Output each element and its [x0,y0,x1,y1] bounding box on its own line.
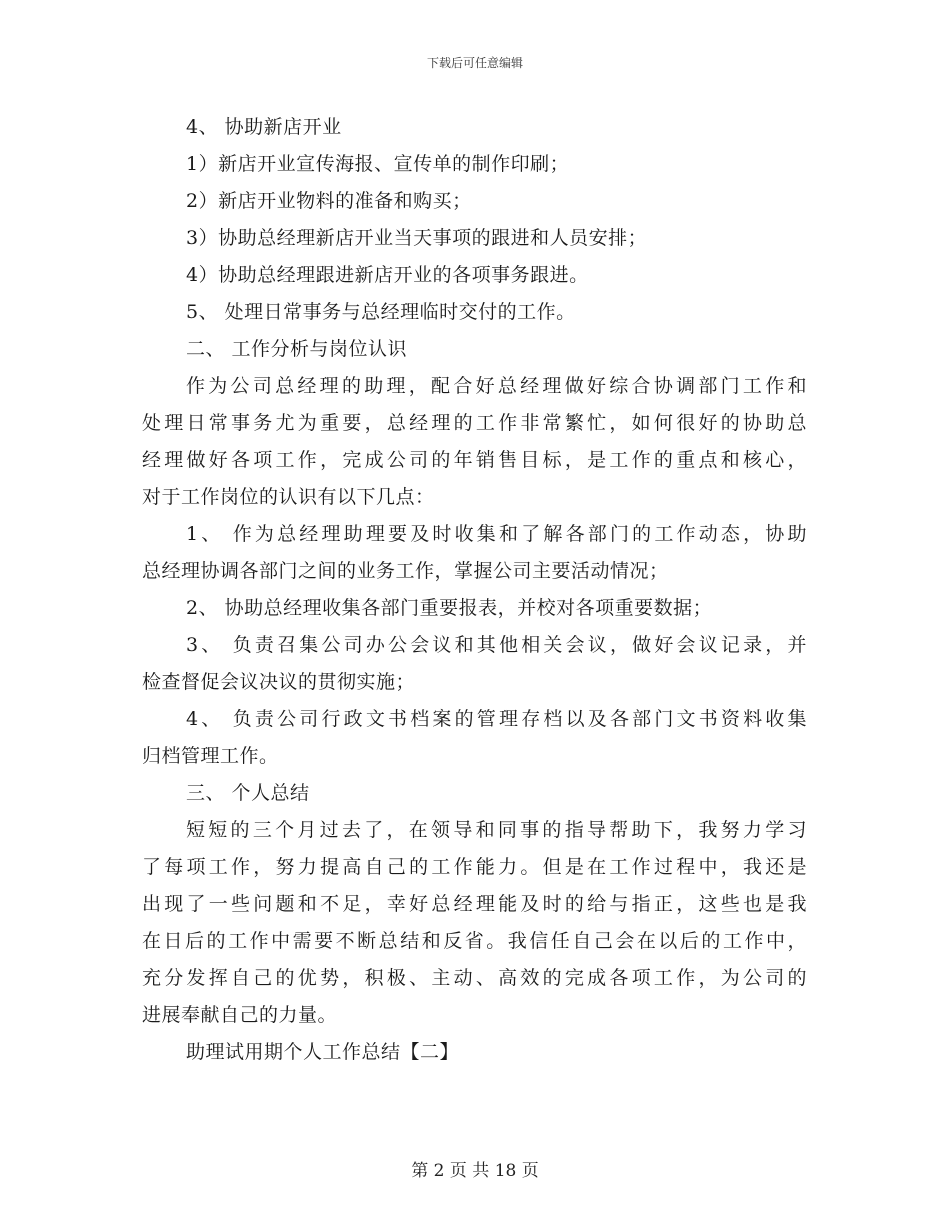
paragraph-line: 4）协助总经理跟进新店开业的各项事务跟进。 [186,264,589,286]
paragraph-line: 短短的三个月过去了，在领导和同事的指导帮助下，我努力学习 [186,819,807,841]
paragraph-line: 作为公司总经理的助理，配合好总经理做好综合协调部门工作和 [186,375,807,397]
document-body [142,109,807,1071]
paragraph-line: 4、 负责公司行政文书档案的管理存档以及各部门文书资料收集 [186,708,807,730]
section-heading: 三、 个人总结 [186,782,310,804]
section-heading: 助理试用期个人工作总结【二】 [186,1041,460,1063]
paragraph-line: 进展奉献自己的力量。 [142,1004,338,1026]
paragraph-line: 在日后的工作中需要不断总结和反省。我信任自己会在以后的工作中， [142,930,807,952]
paragraph-line: 归档管理工作。 [142,745,279,767]
paragraph-line: 处理日常事务尤为重要，总经理的工作非常繁忙，如何很好的协助总 [142,412,807,434]
paragraph-line: 4、 协助新店开业 [186,116,342,138]
paragraph-line: 3、 负责召集公司办公会议和其他相关会议，做好会议记录，并 [186,634,807,656]
paragraph-line: 出现了一些问题和不足，幸好总经理能及时的给与指正，这些也是我 [142,893,807,915]
paragraph-line: 对于工作岗位的认识有以下几点： [142,486,435,508]
paragraph-line: 3）协助总经理新店开业当天事项的跟进和人员安排； [186,227,648,249]
paragraph-line: 1）新店开业宣传海报、宣传单的制作印刷； [186,153,570,175]
page-footer: 第 2 页 共 18 页 [411,1161,539,1181]
paragraph-line: 了每项工作，努力提高自己的工作能力。但是在工作过程中，我还是 [142,856,807,878]
paragraph-line: 充分发挥自己的优势，积极、主动、高效的完成各项工作，为公司的 [142,967,807,989]
paragraph-line: 1、 作为总经理助理要及时收集和了解各部门的工作动态，协助 [186,523,807,545]
paragraph-line: 总经理协调各部门之间的业务工作，掌握公司主要活动情况； [142,560,669,582]
paragraph-line: 2、 协助总经理收集各部门重要报表，并校对各项重要数据； [186,597,713,619]
paragraph-line: 检查督促会议决议的贯彻实施； [142,671,416,693]
paragraph-line: 5、 处理日常事务与总经理临时交付的工作。 [186,301,576,323]
paragraph-line: 2）新店开业物料的准备和购买； [186,190,472,212]
section-heading: 二、 工作分析与岗位认识 [186,338,408,360]
paragraph-line: 经理做好各项工作，完成公司的年销售目标，是工作的重点和核心， [142,449,807,471]
page-header: 下载后可任意编辑 [426,56,523,70]
